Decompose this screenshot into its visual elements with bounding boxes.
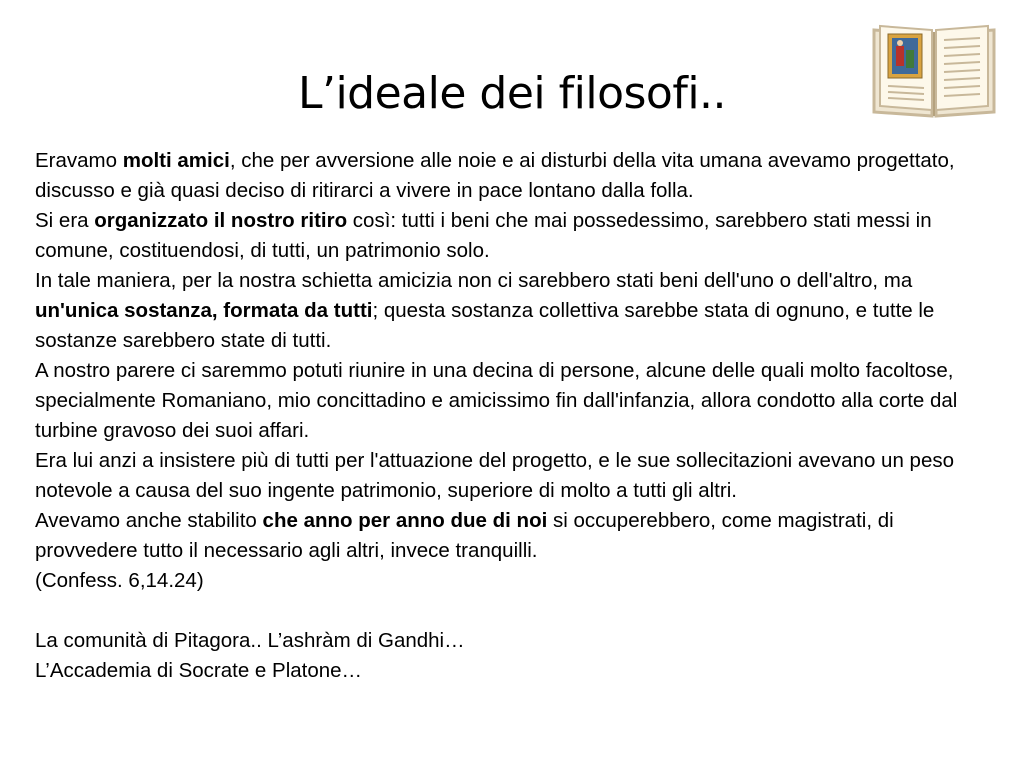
paragraph-2 [35, 206, 995, 266]
paragraph-4 [35, 356, 995, 446]
spacer [35, 596, 995, 626]
citation [35, 566, 995, 596]
text-segment: Avevamo anche stabilito [35, 509, 263, 532]
text-segment: Eravamo [35, 149, 123, 172]
text-segment: In tale maniera, per la nostra schietta amicizia non ci sarebbero stati beni dell'uno o dell'altro, ma [35, 269, 913, 292]
book-illumination-figure-red [896, 46, 904, 66]
text-segment: si occuperebbero, come magistrati, di provvedere tutto il necessario agli altri, invece tranquilli. [35, 509, 894, 562]
footer-line-1: La comunità di Pitagora.. L’ashràm di Gandhi… [35, 629, 465, 652]
paragraph-5 [35, 446, 995, 506]
citation-text: (Confess. 6,14.24) [35, 569, 204, 592]
text-segment: Era lui anzi a insistere più di tutti per l'attuazione del progetto, e le sue sollecitazioni avevano un peso notevole a causa del suo ingente patrimonio, superiore di molto a tutti gli altri. [35, 449, 954, 502]
paragraph-3 [35, 266, 995, 356]
footer-line-2: L’Accademia di Socrate e Platone… [35, 659, 363, 682]
bold-phrase: organizzato il nostro ritiro [94, 209, 348, 232]
text-segment: così: tutti i beni che mai possedessimo, sarebbero stati messi in comune, costituendosi, di tutti, un patrimonio solo. [35, 209, 932, 262]
book-icon [868, 20, 1000, 118]
bold-phrase: molti amici [122, 149, 230, 172]
book-illumination-scene [892, 38, 918, 74]
text-segment: Si era [35, 209, 95, 232]
slide-title: L’ideale dei filosofi.. [297, 68, 727, 119]
bold-phrase: che anno per anno due di noi [262, 509, 548, 532]
text-segment: , che per avversione alle noie e ai disturbi della vita umana avevamo progettato, discusso e già quasi deciso di ritirarci a vivere in pace lontano dalla folla. [35, 149, 955, 202]
paragraph-1 [35, 146, 995, 206]
book-illumination-head [897, 40, 903, 46]
text-segment: A nostro parere ci saremmo potuti riunire in una decina di persone, alcune delle quali molto facoltose, specialmente Romaniano, mio concittadino e amicissimo fin dall'infanzia, allora condotto alla corte dal turbine gravoso dei suoi affari. [35, 359, 958, 442]
text-segment: ; questa sostanza collettiva sarebbe stata di ognuno, e tutte le sostanze sarebbero state di tutti. [35, 299, 935, 352]
bold-phrase: un'unica sostanza, formata da tutti [35, 299, 373, 322]
book-illumination-figure-green [906, 50, 914, 68]
paragraph-6 [35, 506, 995, 566]
body-text [35, 146, 995, 686]
